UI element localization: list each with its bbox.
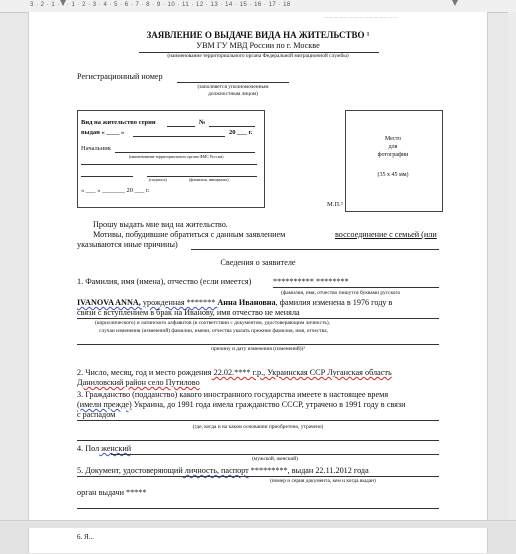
chief-label: Начальник	[81, 145, 111, 152]
q1-caption-3: случаи изменения (изменений) фамилии, имени, отчества указать прежние фамилия, имя, отчества,	[99, 328, 328, 334]
q1-value[interactable]: ********** ********	[273, 277, 349, 286]
photo-placeholder	[345, 110, 443, 212]
photo-text-2: для	[388, 144, 398, 150]
q3-blank-line[interactable]	[77, 440, 439, 441]
signature-field[interactable]	[81, 176, 133, 177]
motive-value[interactable]: воссоединение с семьей (или	[335, 230, 437, 239]
permit-no-label: №	[199, 119, 206, 126]
reg-number-field[interactable]	[177, 82, 289, 83]
q5-line2[interactable]: орган выдачи *****	[77, 488, 147, 497]
q1-caption-2: (кириллического) и латинского алфавитов (в соответствии с документом, удостоверяющим личность),	[95, 320, 330, 326]
request-text: Прошу выдать мне вид на жительство.	[93, 220, 228, 229]
document-title: ЗАЯВЛЕНИЕ О ВЫДАЧЕ ВИДА НА ЖИТЕЛЬСТВО ¹	[146, 30, 370, 40]
photo-text-1: Место	[384, 136, 402, 142]
ruler-marks: 3 · 2 · 1 · ▪ · 1 · 2 · 3 · 4 · 5 · 6 · 7 · 8 · 9 · 10 · 11 · 12 · 13 · 14 · 15 · 16 · 17 · 18	[30, 2, 291, 8]
photo-text-3: фотографии	[377, 152, 409, 158]
q3-underline	[77, 420, 439, 421]
right-indent-marker-icon[interactable]	[452, 0, 458, 6]
permit-no-field[interactable]	[209, 126, 255, 127]
q1-line3-underline	[77, 318, 439, 319]
indent-marker-icon[interactable]	[60, 0, 66, 6]
q3-caption: (где, когда и на каком основании приобретено, утрачено)	[192, 424, 324, 430]
q3-line2[interactable]: (имели прежде) Украина, до 1991 года имела гражданство СССР, утрачено в 1991 году в связи	[77, 400, 406, 409]
reg-number-label: Регистрационный номер	[77, 72, 163, 81]
issued-year: 20 ___ г.	[229, 129, 253, 136]
q1-caption-4: причину и дату изменения (изменений))³	[211, 346, 305, 352]
motive-underline	[191, 249, 439, 250]
motive-value-2[interactable]: указываются иные причины)	[77, 240, 178, 249]
date-blank: « ___ » _______ 20 ___ г.	[81, 187, 150, 194]
document-page[interactable]	[28, 12, 488, 520]
q5-blank-line[interactable]	[77, 508, 439, 509]
authority-name: УВМ ГУ МВД России по г. Москве	[196, 41, 320, 50]
authority-caption: (наименование территориального органа Федеральной миграционной службы)	[167, 53, 349, 59]
stamp-label: М.П.²	[327, 201, 343, 208]
chief-line-2[interactable]	[81, 164, 257, 165]
q3-label: 3. Гражданство (подданство) какого иностранного государства имеете в настоящее время	[77, 390, 389, 399]
next-page[interactable]	[28, 528, 488, 553]
q2-line2[interactable]: Даниловский район село Путилово	[77, 378, 200, 387]
reg-caption-2: должностным лицом)	[208, 91, 258, 97]
issued-label: выдан « ____ »	[81, 129, 125, 136]
q3-line3[interactable]: с распадом	[77, 410, 116, 419]
q5-underline	[77, 476, 439, 477]
signature-caption: (подпись)	[149, 177, 167, 182]
q5-caption: (номер и серия документа, кем и когда выдан)	[270, 478, 376, 484]
q1-caption: (фамилия, имя, отчество пишутся буквами русского	[281, 290, 401, 296]
q1-line2[interactable]: IVANOVA ANNA, урожденная ******* Анна Ивановна, фамилия изменена в 1976 году в	[77, 298, 393, 307]
issued-month-field[interactable]	[133, 136, 225, 137]
q1-line3[interactable]: связи с вступлением в брак на Иванову, имя отчество не меняла	[77, 308, 300, 317]
q4-underline	[111, 454, 439, 455]
chief-caption: (наименование территориального органа ФМС России)	[129, 154, 224, 159]
q1-underline	[273, 287, 439, 288]
header-note: — — — — — — — — — — — — — — —	[324, 14, 398, 19]
permit-series-field[interactable]	[167, 126, 195, 127]
motive-label: Мотивы, побудившие обратиться с данным заявлением	[93, 230, 286, 239]
permit-series-label: Вид на жительство серии	[81, 119, 156, 126]
q5-line[interactable]: 5. Документ, удостоверяющий личность, паспорт *********, выдан 22.11.2012 года	[77, 466, 369, 475]
q2-line[interactable]: 2. Число, месяц, год и место рождения 22.02.**** г.р., Украинская ССР Луганская область	[77, 368, 392, 377]
q1-label: 1. Фамилия, имя (имена), отчество (если имеется)	[77, 277, 252, 286]
fullname-caption: (фамилия, инициалы)	[189, 177, 229, 182]
q6-label: 6. Я...	[77, 533, 94, 541]
q4-caption: (мужской, женский)	[252, 456, 298, 462]
section-title: Сведения о заявителе	[220, 258, 296, 267]
q4-line[interactable]: 4. Пол женский	[77, 444, 132, 453]
q1-blank-line[interactable]	[77, 344, 439, 345]
reg-caption-1: (заполняется уполномоченным	[197, 84, 269, 90]
vertical-scrollbar[interactable]	[508, 12, 516, 520]
photo-size: (35 х 45 мм)	[377, 172, 409, 178]
